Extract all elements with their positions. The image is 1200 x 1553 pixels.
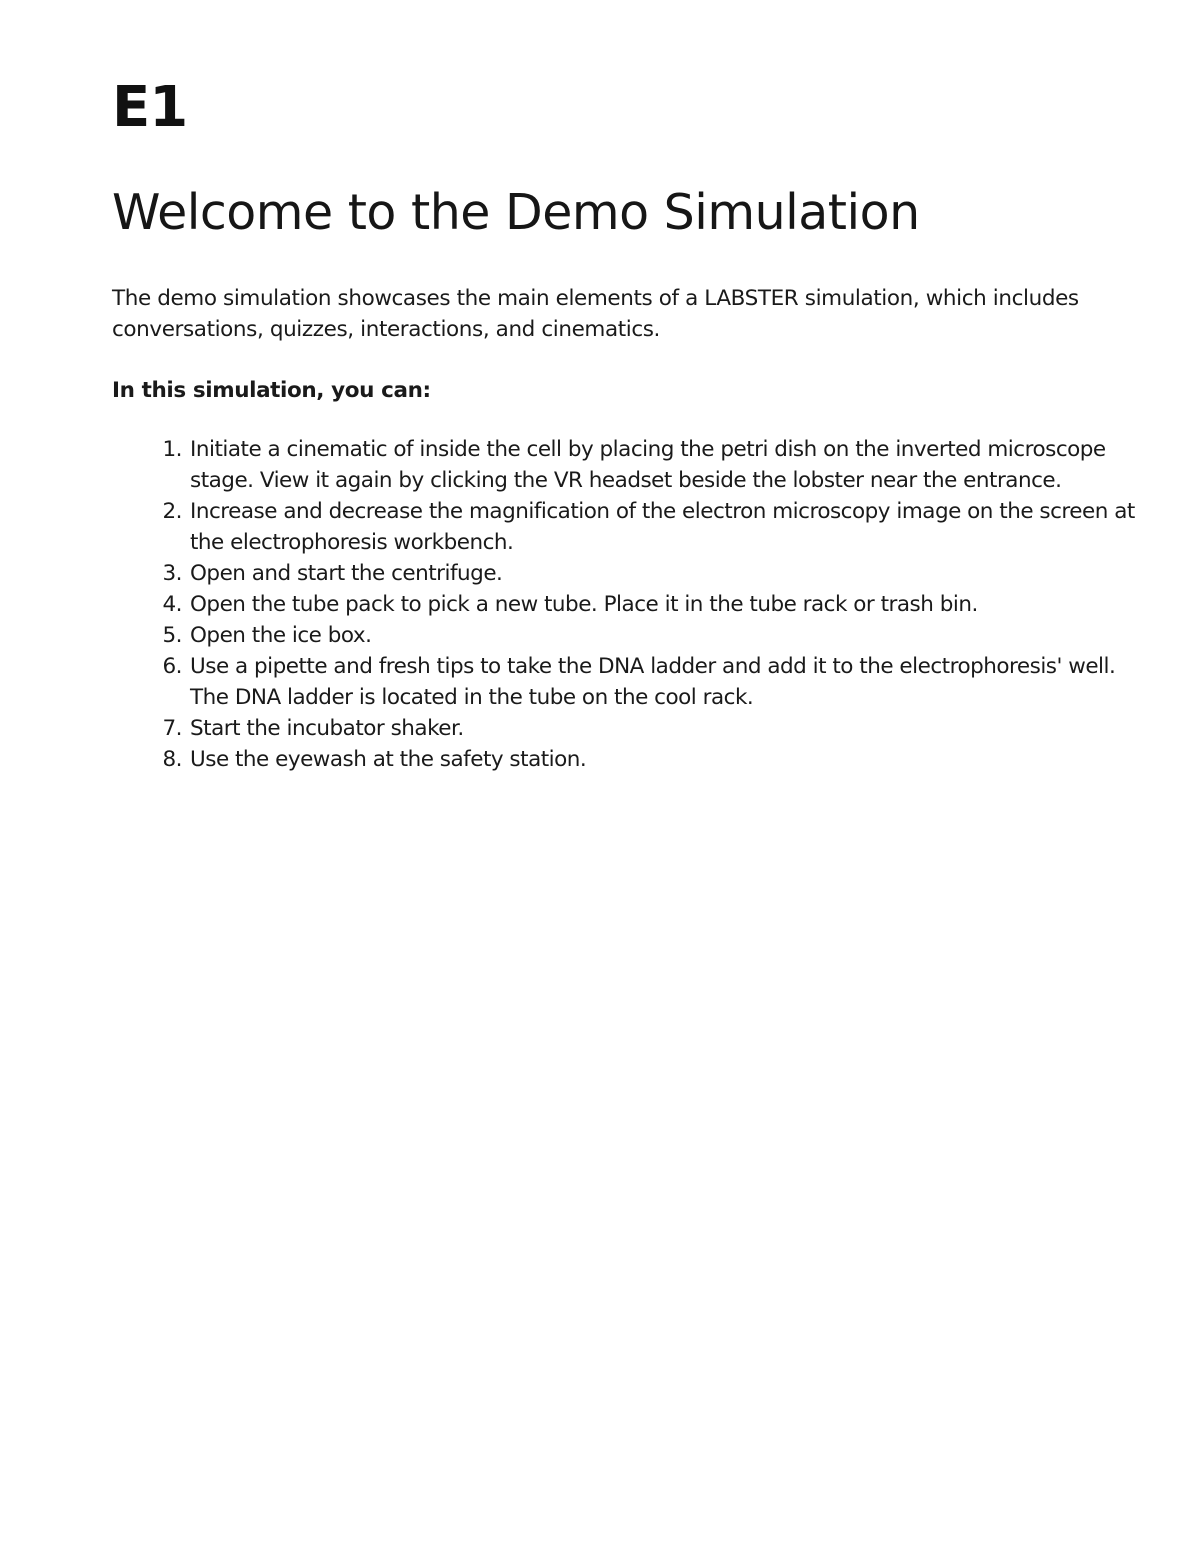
- list-item-number: 5.: [162, 623, 182, 648]
- list-item-text: Increase and decrease the magnification of the electron microscopy image on the screen at the electrophoresis workbench.: [190, 499, 1135, 555]
- list-item-text: Open the tube pack to pick a new tube. Place it in the tube rack or trash bin.: [190, 592, 978, 617]
- list-item-text: Start the incubator shaker.: [190, 716, 464, 741]
- list-item-text: Open and start the centrifuge.: [190, 561, 503, 586]
- list-item: [112, 744, 1142, 775]
- list-item: [112, 620, 1142, 651]
- list-item-number: 2.: [162, 499, 182, 524]
- list-item-number: 6.: [162, 654, 182, 679]
- list-item-number: 4.: [162, 592, 182, 617]
- task-list: [112, 434, 1142, 775]
- list-item: [112, 558, 1142, 589]
- list-item: [112, 589, 1142, 620]
- list-item: [112, 496, 1142, 558]
- list-item: [112, 434, 1142, 496]
- list-item-text: Use the eyewash at the safety station.: [190, 747, 587, 772]
- list-item-number: 8.: [162, 747, 182, 772]
- page-title: Welcome to the Demo Simulation: [112, 184, 920, 241]
- list-item-text: Open the ice box.: [190, 623, 372, 648]
- list-item-text: Use a pipette and fresh tips to take the DNA ladder and add it to the electrophoresis' well. The DNA ladder is located in the tube on the cool rack.: [190, 654, 1116, 710]
- list-item: [112, 713, 1142, 744]
- section-heading: In this simulation, you can:: [112, 378, 431, 403]
- document-id-label: E1: [112, 75, 188, 140]
- list-item-number: 7.: [162, 716, 182, 741]
- list-item-number: 1.: [162, 437, 182, 462]
- list-item-number: 3.: [162, 561, 182, 586]
- document-page: [112, 75, 1142, 772]
- list-item: [112, 651, 1142, 713]
- intro-paragraph: The demo simulation showcases the main elements of a LABSTER simulation, which includes conversations, quizzes, interactions, and cinematics.: [112, 286, 1079, 342]
- list-item-text: Initiate a cinematic of inside the cell by placing the petri dish on the inverted microscope stage. View it again by clicking the VR headset beside the lobster near the entrance.: [190, 437, 1106, 493]
